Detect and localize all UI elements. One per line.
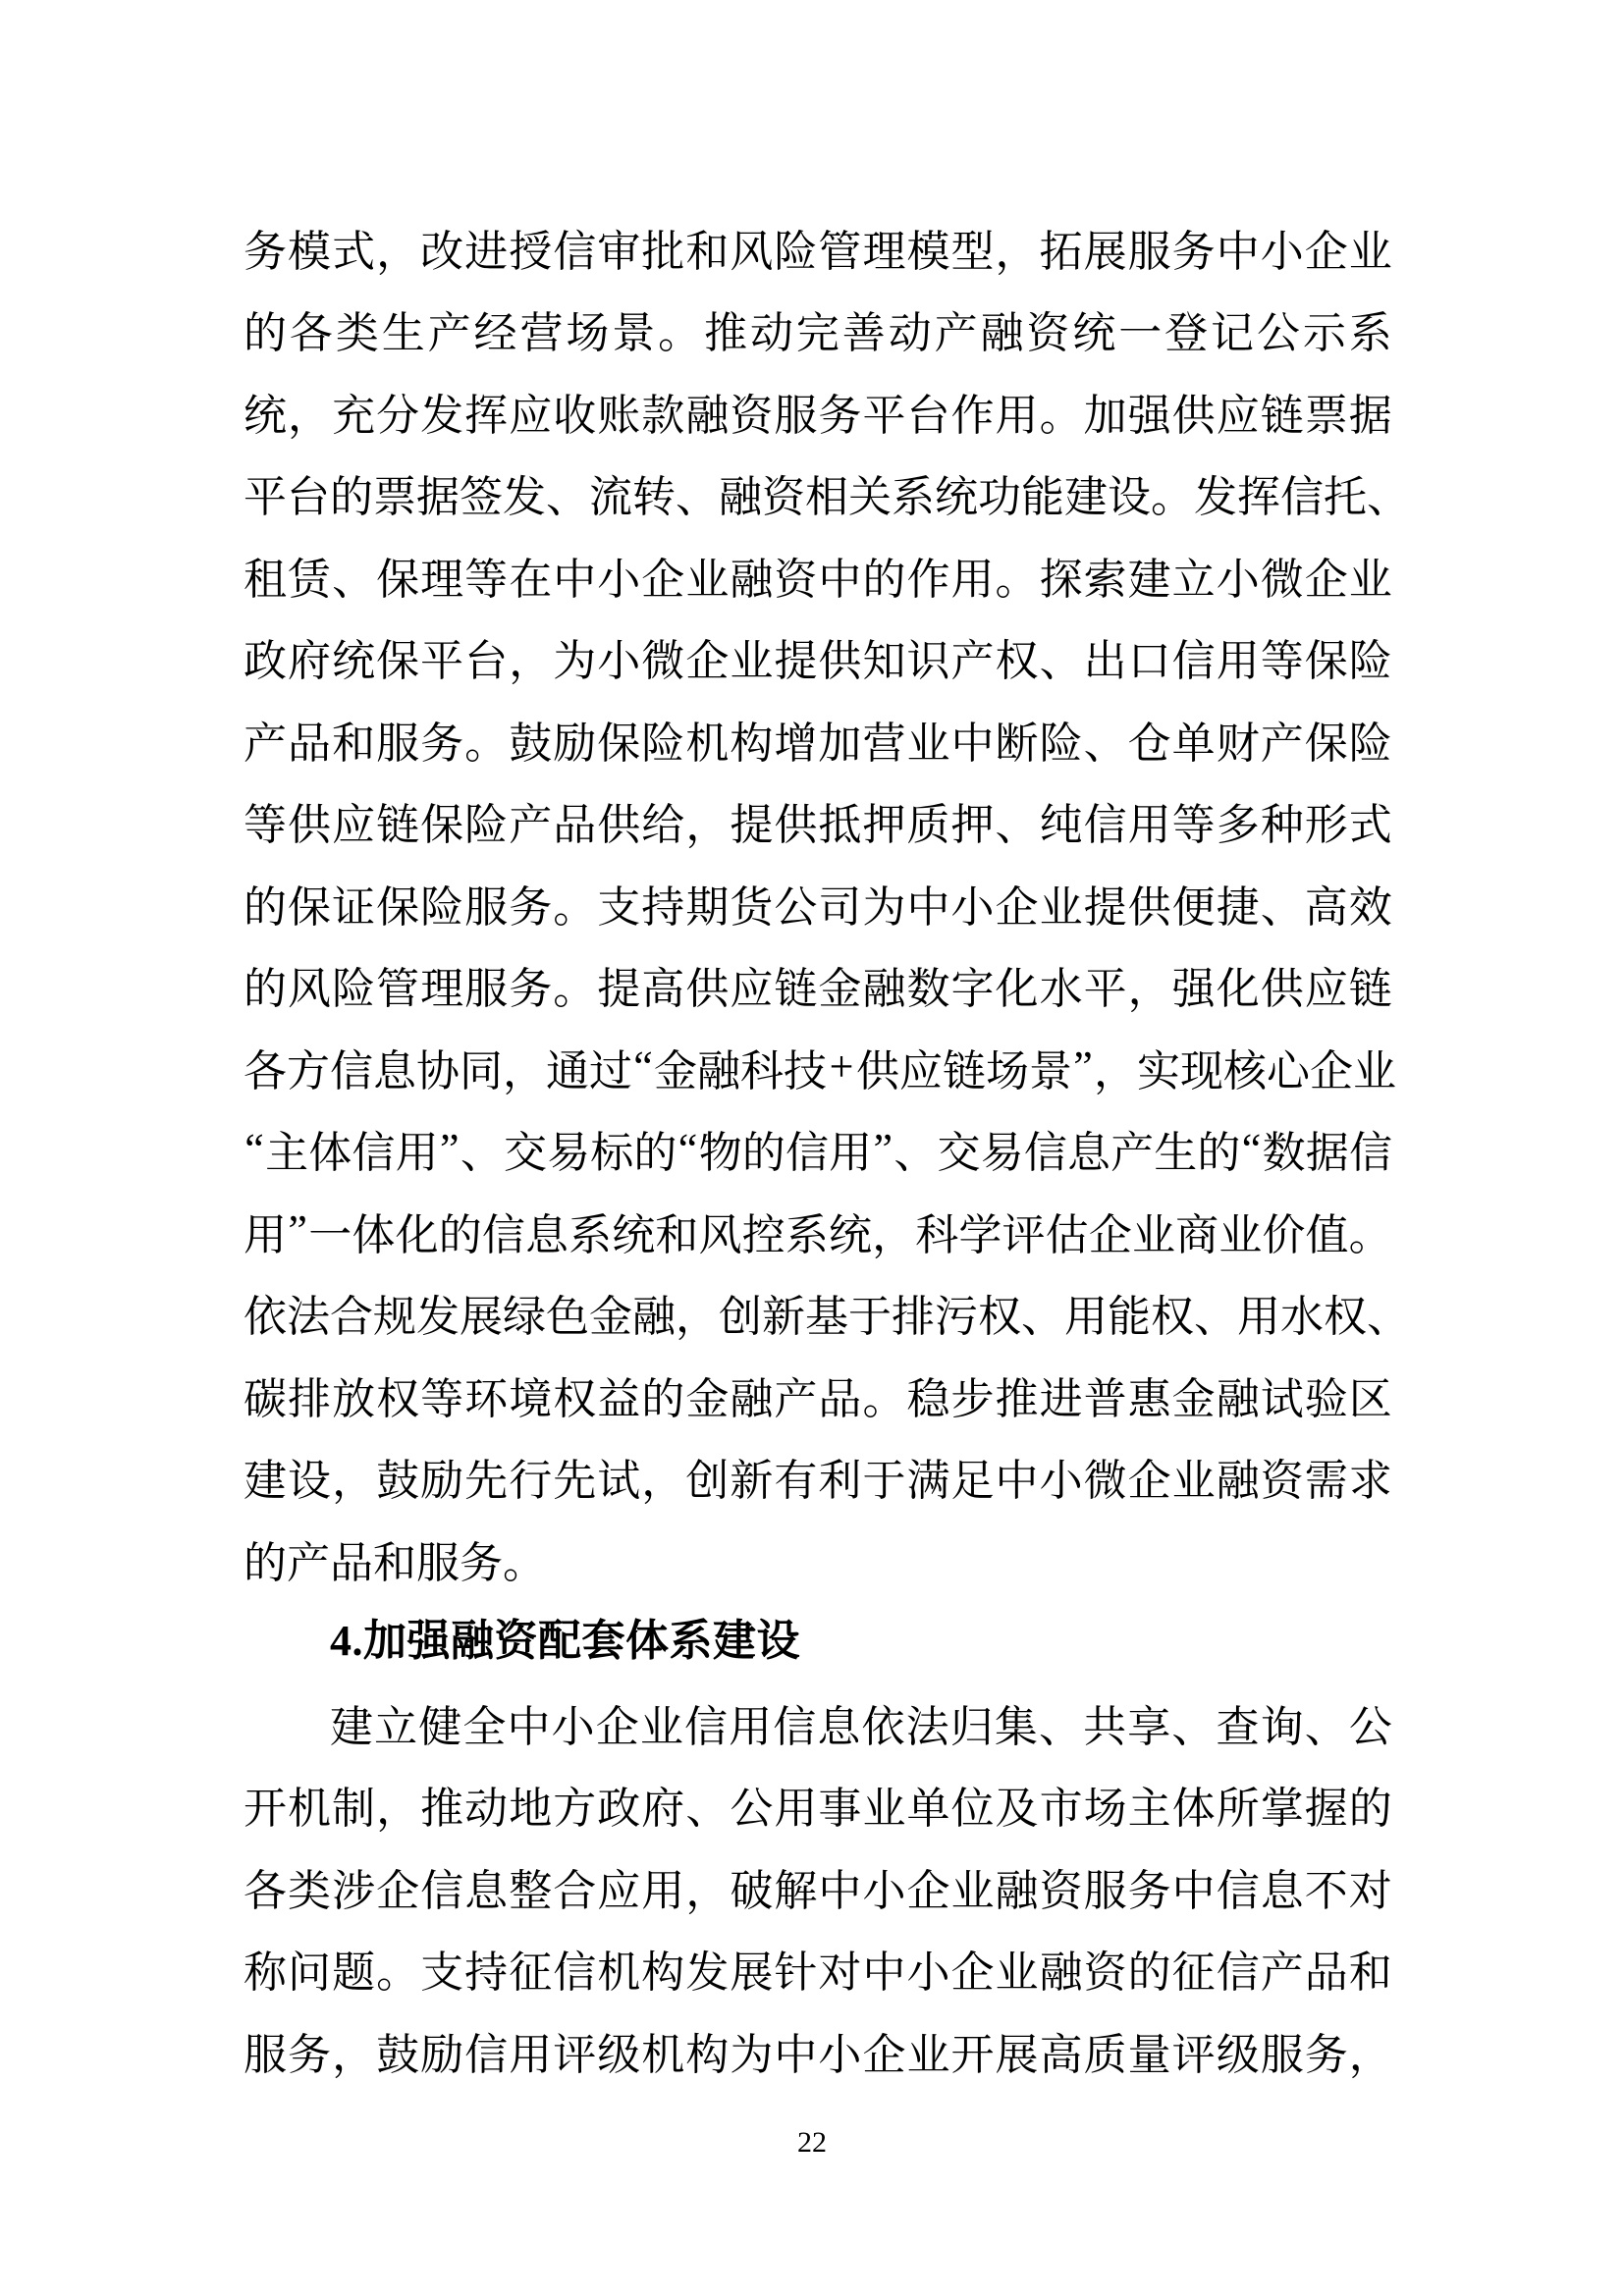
text-line: 建 设 ， 鼓 励 先 行 先 试 ， 创 新 有 利 于 满 足 中 小 微 企 业 融 资 需 求 [244, 1457, 1392, 1506]
text-line: 开 机 制 ， 推 动 地 方 政 府 、 公 用 事 业 单 位 及 市 场 主 体 所 掌 握 的 [244, 1785, 1392, 1834]
text-line: 用 ” 一 体 化 的 信 息 系 统 和 风 控 系 统 ， 科 学 评 估 企 业 商 业 价 值 。 [244, 1206, 1392, 1259]
text-line: 产 品 和 服 务 。 鼓 励 保 险 机 构 增 加 营 业 中 断 险 、 仓 单 财 产 保 险 [244, 719, 1392, 768]
paragraph-continuation [244, 206, 1410, 1600]
text-line: 平 台 的 票 据 签 发 、 流 转 、 融 资 相 关 系 统 功 能 建 设 。 发 挥 信 托 、 [244, 473, 1410, 522]
text-line: 碳 排 放 权 等 环 境 权 益 的 金 融 产 品 。 稳 步 推 进 普 惠 金 融 试 验 区 [244, 1374, 1392, 1423]
text-line: 等 供 应 链 保 险 产 品 供 给 ， 提 供 抵 押 质 押 、 纯 信 用 等 多 种 形 式 [244, 801, 1392, 850]
body-text [244, 206, 1410, 2092]
text-line: 建 立 健 全 中 小 企 业 信 用 信 息 依 法 归 集 、 共 享 、 查 询 、 公 [330, 1702, 1392, 1751]
text-line: 的 保 证 保 险 服 务 。 支 持 期 货 公 司 为 中 小 企 业 提 供 便 捷 、 高 效 [244, 882, 1392, 932]
text-line: 依 法 合 规 发 展 绿 色 金 融 ， 创 新 基 于 排 污 权 、 用 能 权 、 用 水 权 、 [244, 1293, 1410, 1342]
text-line: 统 ， 充 分 发 挥 应 收 账 款 融 资 服 务 平 台 作 用 。 加 强 供 应 链 票 据 [244, 391, 1392, 440]
text-line: 各 方 信 息 协 同 ， 通 过 “ 金 融 科 技 + 供 应 链 场 景 ” ， 实 现 核 心 企 业 [244, 1042, 1396, 1095]
text-line: 的 各 类 生 产 经 营 场 景 。 推 动 完 善 动 产 融 资 统 一 登 记 公 示 系 [244, 309, 1392, 358]
text-line: 称 问 题 。 支 持 征 信 机 构 发 展 针 对 中 小 企 业 融 资 的 征 信 产 品 和 [244, 1949, 1392, 1998]
section-heading: 4.加强融资配套体系建设 [330, 1616, 800, 1665]
text-line: 服 务 ， 鼓 励 信 用 评 级 机 构 为 中 小 企 业 开 展 高 质 量 评 级 服 务 ， [244, 2030, 1392, 2079]
text-line: 各 类 涉 企 信 息 整 合 应 用 ， 破 解 中 小 企 业 融 资 服 务 中 信 息 不 对 [244, 1866, 1392, 1915]
page-number: 22 [797, 2126, 827, 2159]
text-line: 租 赁 、 保 理 等 在 中 小 企 业 融 资 中 的 作 用 。 探 索 建 立 小 微 企 业 [244, 555, 1392, 604]
text-line: “ 主 体 信 用 ” 、 交 易 标 的 “ 物 的 信 用 ” 、 交 易 信 息 产 生 的 “ 数 据 信 [244, 1124, 1392, 1178]
text-line: 的 产 品 和 服 务 。 [244, 1538, 546, 1587]
text-line: 务 模 式 ， 改 进 授 信 审 批 和 风 险 管 理 模 型 ， 拓 展 服 务 中 小 企 业 [244, 227, 1392, 276]
text-line: 的 风 险 管 理 服 务 。 提 高 供 应 链 金 融 数 字 化 水 平 ， 强 化 供 应 链 [244, 965, 1392, 1014]
paragraph [244, 1682, 1392, 2092]
text-line: 政 府 统 保 平 台 ， 为 小 微 企 业 提 供 知 识 产 权 、 出 口 信 用 等 保 险 [244, 637, 1392, 686]
